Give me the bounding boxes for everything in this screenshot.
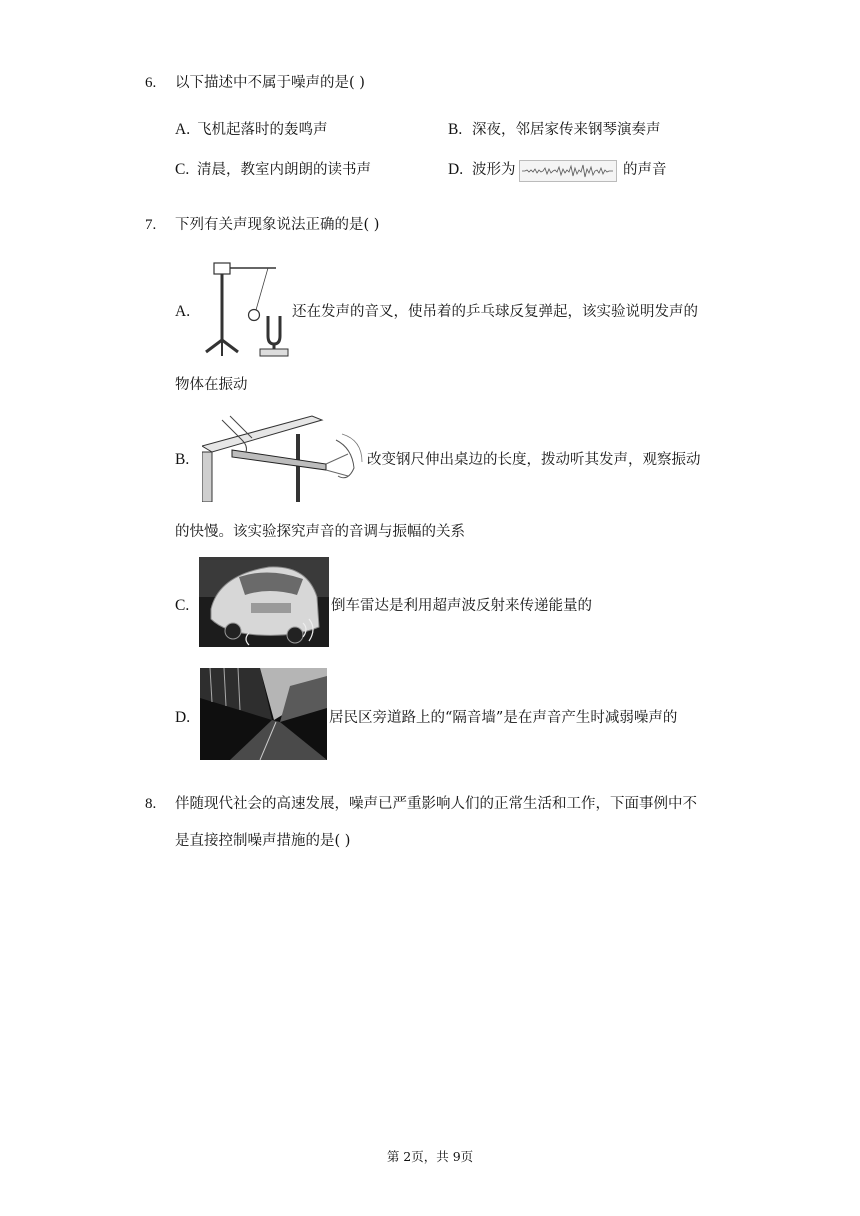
q6-option-a-letter: A.	[175, 121, 191, 138]
q7-option-c-letter: C.	[175, 597, 190, 614]
q6-option-c-text: 清晨，教室内朗朗的读书声	[197, 162, 371, 178]
q6-option-c-letter: C.	[175, 161, 190, 178]
q7-option-b-text-line1: 改变钢尺伸出桌边的长度，拨动听其发声，观察振动	[367, 452, 701, 468]
steel-ruler-table-image	[202, 410, 366, 502]
q7-option-b-text-line2: 的快慢。该实验探究声音的音调与振幅的关系	[175, 524, 465, 540]
q8-stem-line1: 伴随现代社会的高速发展，噪声已严重影响人们的正常生活和工作，下面事例中不	[175, 796, 697, 812]
q8-number: 8.	[145, 796, 157, 812]
q6-stem: 以下描述中不属于噪声的是( )	[175, 75, 365, 91]
q6-number: 6.	[145, 75, 157, 91]
q8-stem-line2: 是直接控制噪声措施的是( )	[175, 833, 351, 849]
q7-option-b-letter: B.	[175, 451, 190, 468]
reversing-car-image	[199, 557, 329, 647]
q6-option-b-text: 深夜，邻居家传来钢琴演奏声	[472, 122, 661, 138]
q7-option-a-text-line1: 还在发声的音叉，使吊着的乒乓球反复弹起，该实验说明发声的	[292, 304, 698, 320]
q6-option-a-text: 飞机起落时的轰鸣声	[197, 122, 328, 138]
q6-option-b-letter: B.	[448, 121, 463, 138]
q7-option-a-text-line2: 物体在振动	[175, 377, 248, 393]
q6-option-d-text-after: 的声音	[623, 162, 667, 178]
q7-option-a-letter: A.	[175, 303, 191, 320]
q7-option-d-letter: D.	[175, 709, 191, 726]
q7-number: 7.	[145, 217, 157, 233]
q7-stem: 下列有关声现象说法正确的是( )	[175, 217, 380, 233]
tuning-fork-ball-image	[200, 258, 290, 360]
page-footer: 第 2页，共 9页	[386, 1149, 474, 1164]
q6-option-d-letter: D.	[448, 161, 464, 178]
q7-option-c-text: 倒车雷达是利用超声波反射来传递能量的	[331, 598, 592, 614]
sound-barrier-wall-image	[200, 668, 327, 760]
q7-option-d-text: 居民区旁道路上的“隔音墙”是在声音产生时减弱噪声的	[329, 710, 678, 726]
q6-option-d-text-before: 波形为	[472, 162, 516, 178]
waveform-image	[519, 160, 617, 182]
